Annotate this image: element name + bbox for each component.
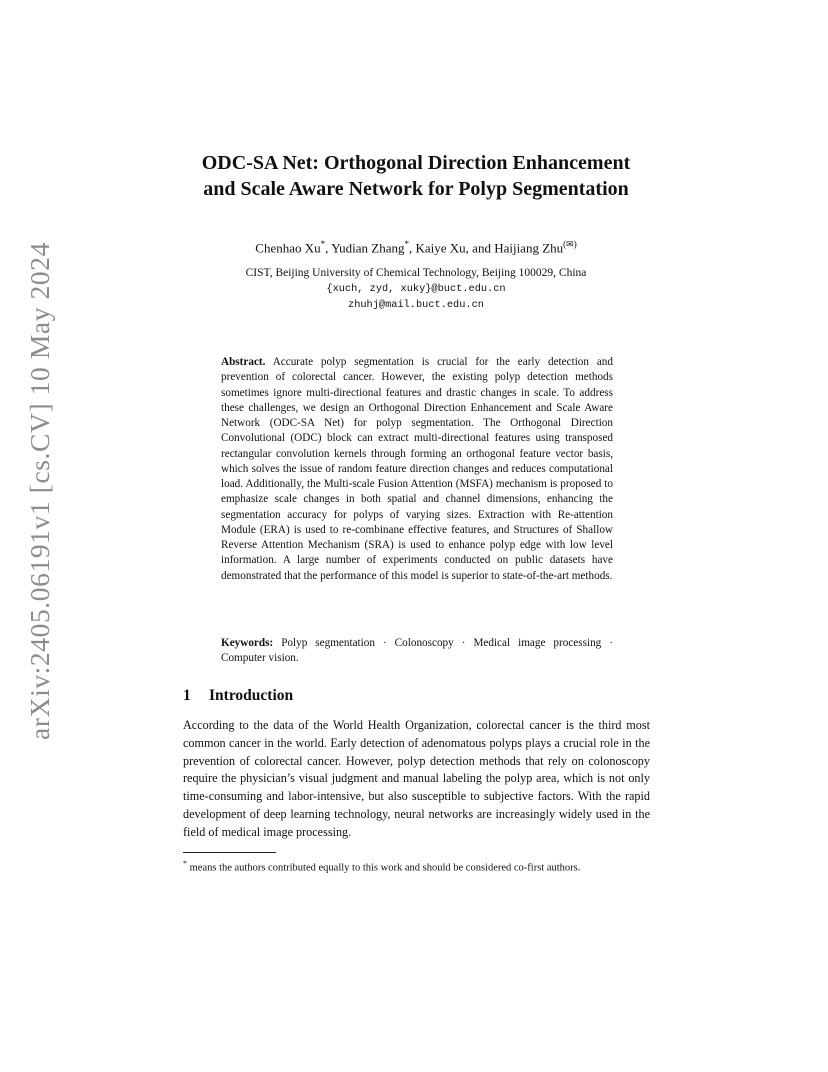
- author-1-mark: *: [320, 239, 326, 249]
- author-list: Chenhao Xu*, Yudian Zhang*, Kaiye Xu, and Haijiang Zhu(✉): [150, 235, 682, 257]
- abstract-text: Accurate polyp segmentation is crucial for the early detection and prevention of colorectal cancer. However, the existing polyp detection methods sometimes ignore multi-directional features and drastic changes in scale. To address these challenges, we design an Orthogonal Direction Enhancement and Scale Aware Network (ODC-SA Net) for polyp segmentation. The Orthogonal Direction Convolutional (ODC) block can extract multi-directional features using transposed rectangular convolution kernels through forming an orthogonal feature vector basis, which solves the issue of random feature direction changes and reduces computational load. Additionally, the Multi-scale Fusion Attention (MSFA) mechanism is proposed to emphasize scale changes in both spatial and channel dimensions, enhancing the segmentation accuracy for polyps of varying sizes. Extraction with Re-attention Module (ERA) is used to re-combinane effective features, and Structures of Shallow Reverse Attention Mechanism (SRA) is used to enhance polyp edge with low level information. A large number of experiments conducted on public datasets have demonstrated that the performance of this model is superior to state-of-the-art methods.: [221, 356, 613, 582]
- section-title: Introduction: [209, 687, 294, 704]
- email-line-2: zhuhj@mail.buct.edu.cn: [348, 299, 484, 311]
- footnote: [183, 856, 650, 876]
- keywords-text: Polyp segmentation · Colonoscopy · Medical image processing · Computer vision.: [221, 637, 613, 665]
- author-2-mark: *: [404, 239, 409, 249]
- title-line-1: ODC-SA Net: Orthogonal Direction Enhancement: [201, 152, 631, 174]
- abstract: [221, 355, 613, 584]
- intro-paragraph: According to the data of the World Health Organization, colorectal cancer is the third most common cancer in the world. Early detection of adenomatous polyps plays a crucial role in the prevention of colorectal cancer. However, polyp detection methods that rely on colonoscopy require the physician’s visual judgment and manual labeling the polyp area, which is not only time-consuming and labor-intensive, but also susceptible to subjective factors. With the rapid development of deep learning technology, neural networks are increasingly widely used in the field of medical image processing.: [183, 718, 650, 839]
- title-line-2: and Scale Aware Network for Polyp Segmentation: [203, 178, 629, 200]
- affiliation-block: [150, 265, 682, 313]
- author-4: and Haijiang Zhu: [472, 240, 564, 256]
- institution: CIST, Beijing University of Chemical Technology, Beijing 100029, China: [245, 267, 587, 279]
- author-3: Kaiye Xu: [415, 240, 466, 256]
- arxiv-identifier-text: arXiv:2405.06191v1 [cs.CV] 10 May 2024: [24, 242, 56, 740]
- keywords-label: Keywords:: [221, 637, 274, 649]
- paper-title: [150, 150, 682, 202]
- email-line-1: {xuch, zyd, xuky}@buct.edu.cn: [326, 283, 506, 295]
- abstract-label: Abstract.: [221, 356, 266, 368]
- section-number: 1: [183, 687, 191, 704]
- corresponding-author-envelope-icon: (✉): [563, 239, 577, 250]
- arxiv-identifier-stamp: [23, 242, 57, 740]
- footnote-text: means the authors contributed equally to this work and should be considered co-first authors.: [189, 862, 581, 874]
- keywords: [221, 636, 613, 667]
- author-2: Yudian Zhang: [331, 240, 405, 256]
- footnote-mark: *: [183, 859, 187, 868]
- section-heading: [183, 686, 293, 706]
- footnote-rule: [183, 852, 276, 853]
- author-1: Chenhao Xu: [255, 240, 321, 256]
